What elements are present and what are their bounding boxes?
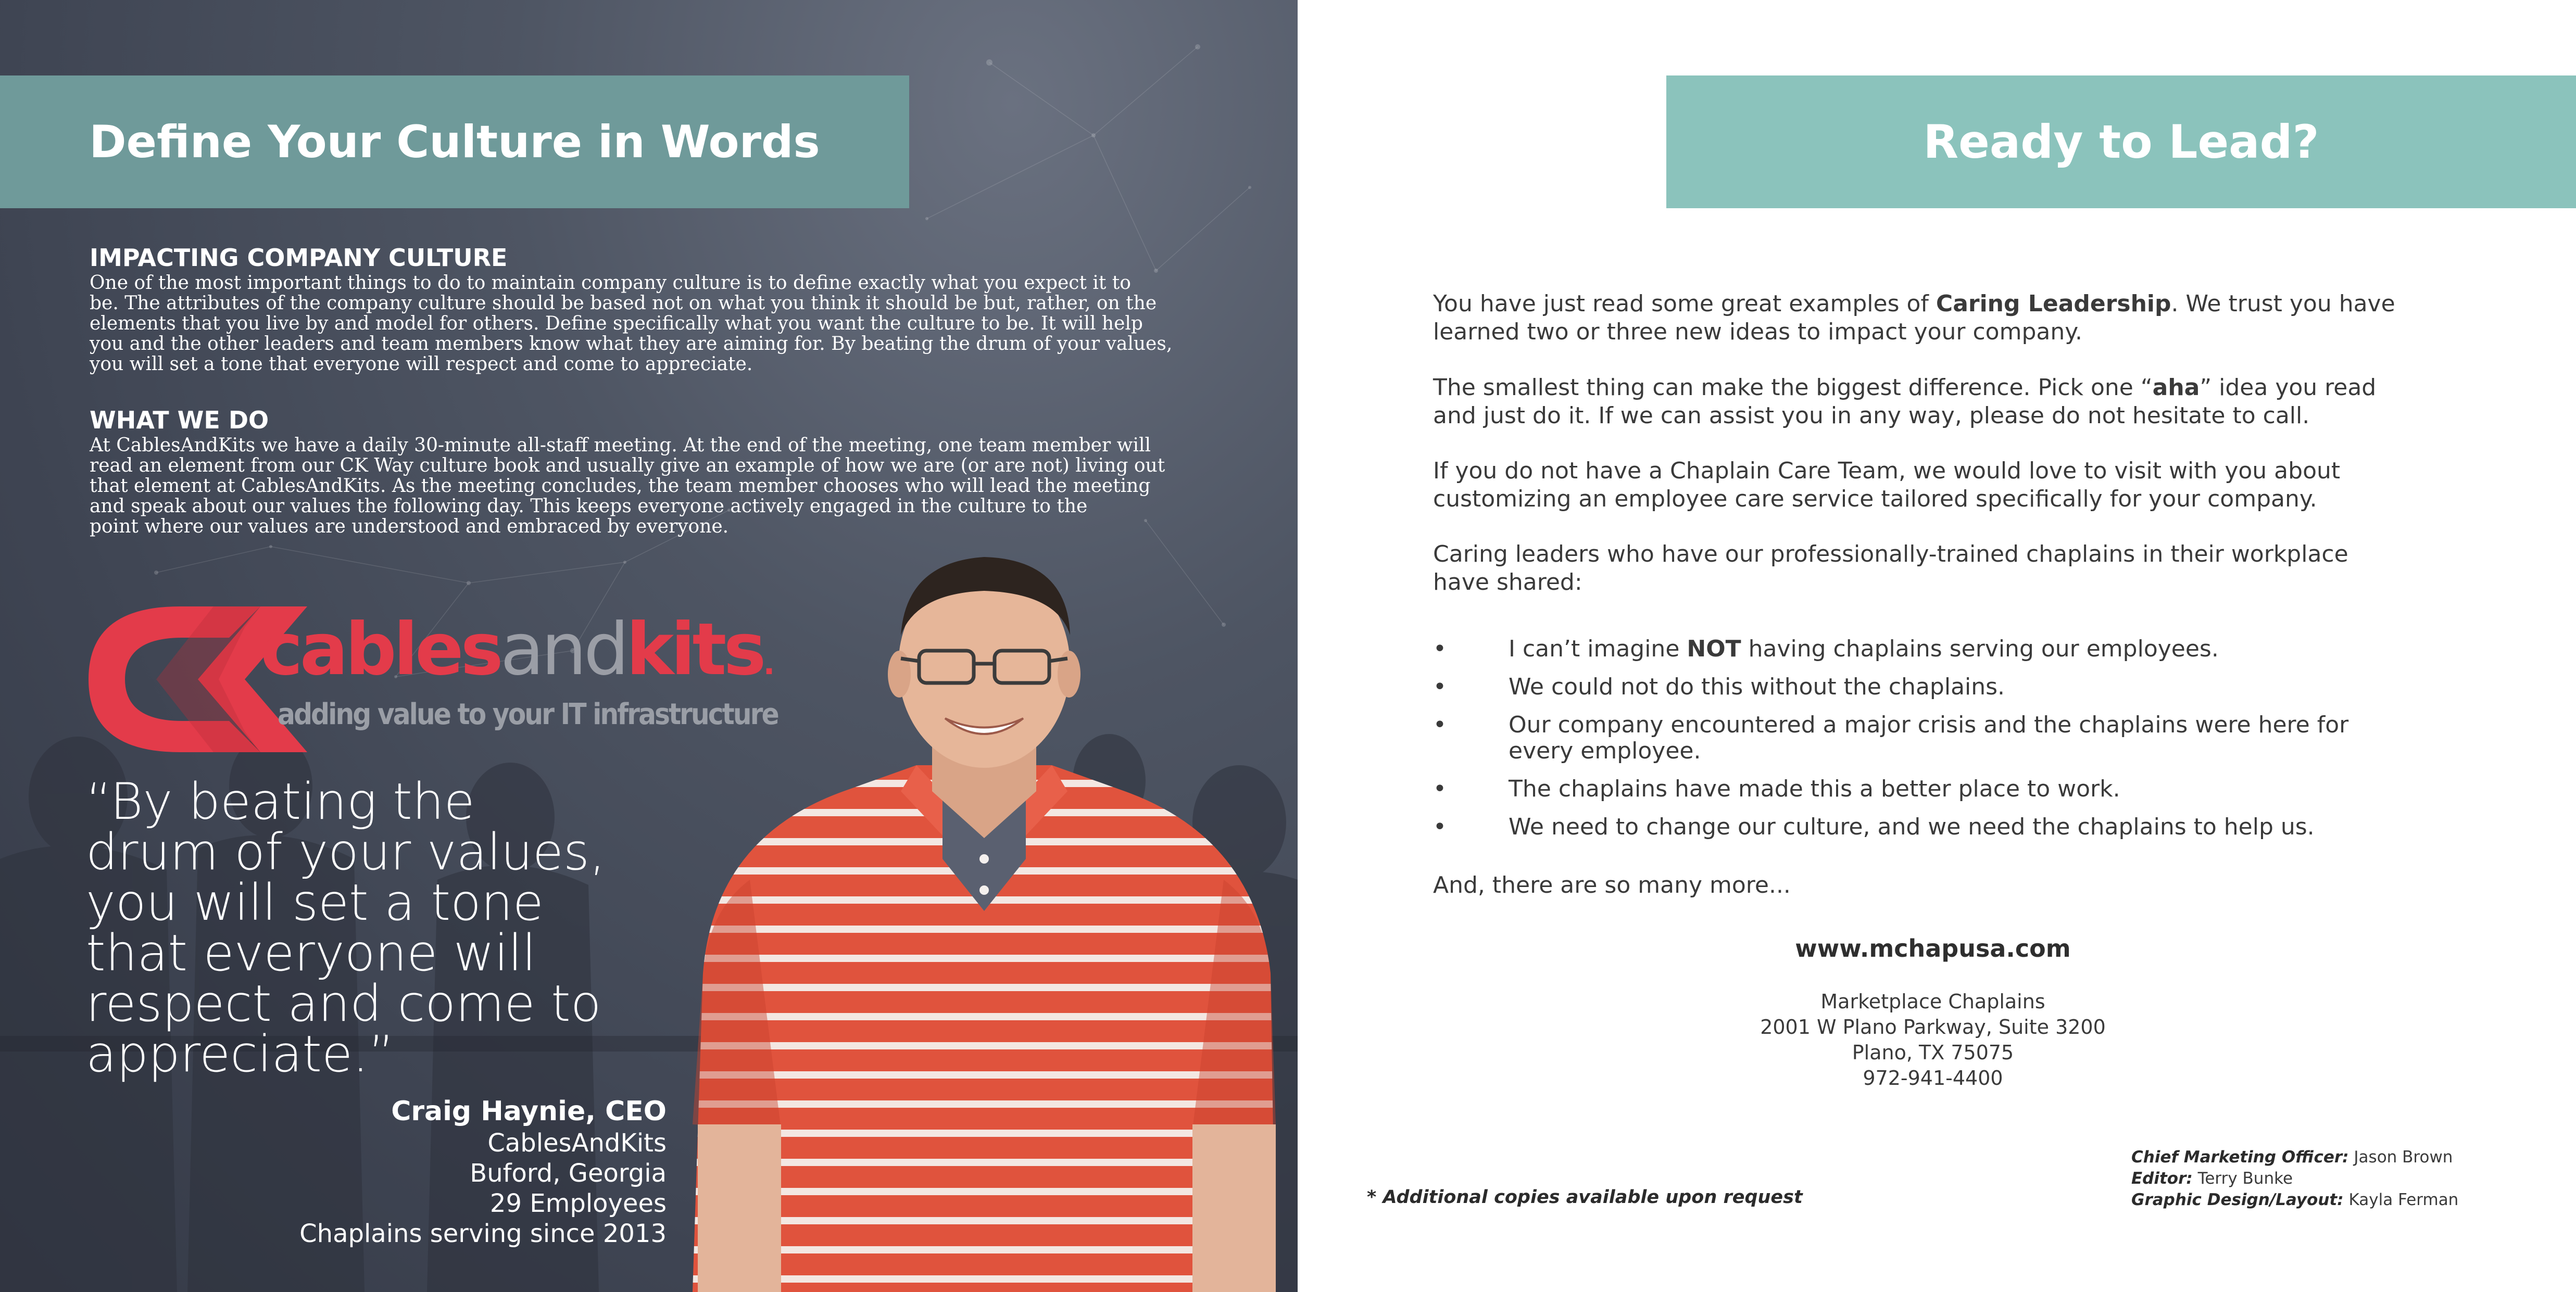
body-line: point where our values are understood and embraced by everyone.	[90, 516, 729, 537]
bullet1-bold-not: NOT	[1687, 636, 1741, 662]
credit-line	[2131, 1190, 2458, 1209]
attribution-name: Craig Haynie, CEO	[391, 1096, 667, 1127]
credit-line	[2131, 1169, 2293, 1188]
quote-line: that everyone will	[86, 924, 536, 982]
website-link[interactable]: www.mchapusa.com	[1795, 934, 2071, 962]
bullet3-text-b: every employee.	[1509, 738, 1701, 764]
wordmark-and: and	[500, 607, 626, 691]
body-line: One of the most important things to do to maintain company culture is to define exactly what you expect it to	[90, 272, 1131, 294]
logo-tagline: adding value to your IT infrastructure	[278, 698, 778, 731]
credit-role: Graphic Design/Layout:	[2131, 1190, 2344, 1209]
what-we-do-body	[90, 435, 1199, 537]
credit-name: Terry Bunke	[2192, 1169, 2293, 1188]
p1-bold-caring-leadership: Caring Leadership	[1936, 290, 2171, 317]
p3-text-a: If you do not have a Chaplain Care Team, we would love to visit with you about	[1433, 458, 2341, 484]
bullet1-text-a: I can’t imagine	[1509, 636, 1687, 662]
p1-text-a: You have just read some great examples of	[1433, 290, 1936, 317]
quote-line: you will set a tone	[86, 873, 544, 932]
what-we-do-heading: WHAT WE DO	[90, 406, 269, 434]
p4-text-b: have shared:	[1433, 569, 1582, 596]
body-line: that element at CablesAndKits. As the meeting concludes, the team member chooses who will lead the meeting	[90, 475, 1151, 497]
p2-text-c: ” idea you read	[2200, 374, 2377, 401]
wordmark-dot: .	[763, 645, 772, 682]
credit-name: Jason Brown	[2348, 1148, 2453, 1167]
credit-line	[2131, 1148, 2453, 1167]
address-street: 2001 W Plano Parkway, Suite 3200	[1760, 1016, 2106, 1038]
p1-text-c: . We trust you have	[2171, 290, 2395, 317]
p3-text-b: customizing an employee care service tailored specifically for your company.	[1433, 486, 2317, 512]
quote-line: respect and come to	[86, 974, 601, 1033]
bullet-icon: •	[1433, 712, 1447, 738]
quote-line: “By beating the	[86, 772, 475, 831]
bullet4-text: The chaplains have made this a better place to work.	[1509, 776, 2120, 802]
p2-text-a: The smallest thing can make the biggest difference. Pick one “	[1433, 374, 2153, 401]
body-line: read an element from our CK Way culture book and usually give an example of how we are (or are not) living out	[90, 455, 1165, 476]
attribution-since: Chaplains serving since 2013	[299, 1219, 667, 1248]
attribution-location: Buford, Georgia	[470, 1159, 667, 1188]
body-line: be. The attributes of the company culture should be based not on what you think it should be but, rather, on the	[90, 293, 1157, 314]
p2-text-d: and just do it. If we can assist you in any way, please do not hesitate to call.	[1433, 402, 2310, 429]
body-line: you will set a tone that everyone will respect and come to appreciate.	[90, 353, 753, 375]
additional-copies-note: * Additional copies available upon request	[1367, 1187, 1803, 1208]
p4-text-a: Caring leaders who have our professionally-trained chaplains in their workplace	[1433, 541, 2348, 567]
address-phone: 972-941-4400	[1863, 1067, 2003, 1090]
credit-role: Chief Marketing Officer:	[2131, 1148, 2349, 1167]
wordmark-cables: cables	[260, 607, 500, 691]
attribution-company: CablesAndKits	[487, 1129, 667, 1158]
bullet-icon: •	[1433, 814, 1447, 840]
attribution-employees: 29 Employees	[489, 1189, 667, 1218]
bullet2-text: We could not do this without the chaplains.	[1509, 674, 2005, 700]
pull-quote	[86, 772, 737, 1083]
bullet-icon: •	[1433, 636, 1447, 662]
body-line: and speak about our values the following day. This keeps everyone actively engaged in the culture to the	[90, 496, 1088, 517]
bullet1-text-c: having chaplains serving our employees.	[1741, 636, 2219, 662]
quote-line: drum of your values,	[86, 823, 606, 881]
quote-line: appreciate.”	[86, 1025, 395, 1083]
bullet-icon: •	[1433, 674, 1447, 700]
closing-line: And, there are so many more...	[1433, 872, 1791, 898]
p1-text-d: learned two or three new ideas to impact your company.	[1433, 319, 2082, 345]
paragraph-caring-leadership	[1433, 290, 2395, 346]
paragraph-caring-leaders	[1433, 540, 2348, 597]
right-page-title: Ready to Lead?	[1666, 75, 2576, 208]
address-city: Plano, TX 75075	[1852, 1041, 2014, 1064]
credit-name: Kayla Ferman	[2343, 1190, 2459, 1209]
cablesandkits-wordmark	[260, 608, 772, 705]
bullet-icon: •	[1433, 776, 1447, 802]
wordmark-kits: kits	[626, 607, 763, 691]
paragraph-chaplain-care-team	[1433, 457, 2340, 513]
impacting-culture-body	[90, 273, 1199, 374]
p2-bold-aha: aha	[2152, 374, 2200, 401]
body-line: At CablesAndKits we have a daily 30-minute all-staff meeting. At the end of the meeting, one team member will	[90, 435, 1151, 456]
paragraph-smallest-thing	[1433, 374, 2376, 430]
bullet5-text: We need to change our culture, and we need the chaplains to help us.	[1509, 814, 2315, 840]
bullet3-text-a: Our company encountered a major crisis and the chaplains were here for	[1509, 712, 2349, 738]
impacting-culture-heading: IMPACTING COMPANY CULTURE	[90, 244, 508, 272]
body-line: you and the other leaders and team members know what they are aiming for. By beating the drum of your values,	[90, 333, 1173, 354]
left-page-title: Define Your Culture in Words	[0, 75, 909, 208]
credit-role: Editor:	[2131, 1169, 2193, 1188]
body-line: elements that you live by and model for others. Define specifically what you want the culture to be. It will help	[90, 313, 1143, 334]
address-org: Marketplace Chaplains	[1820, 990, 2045, 1013]
